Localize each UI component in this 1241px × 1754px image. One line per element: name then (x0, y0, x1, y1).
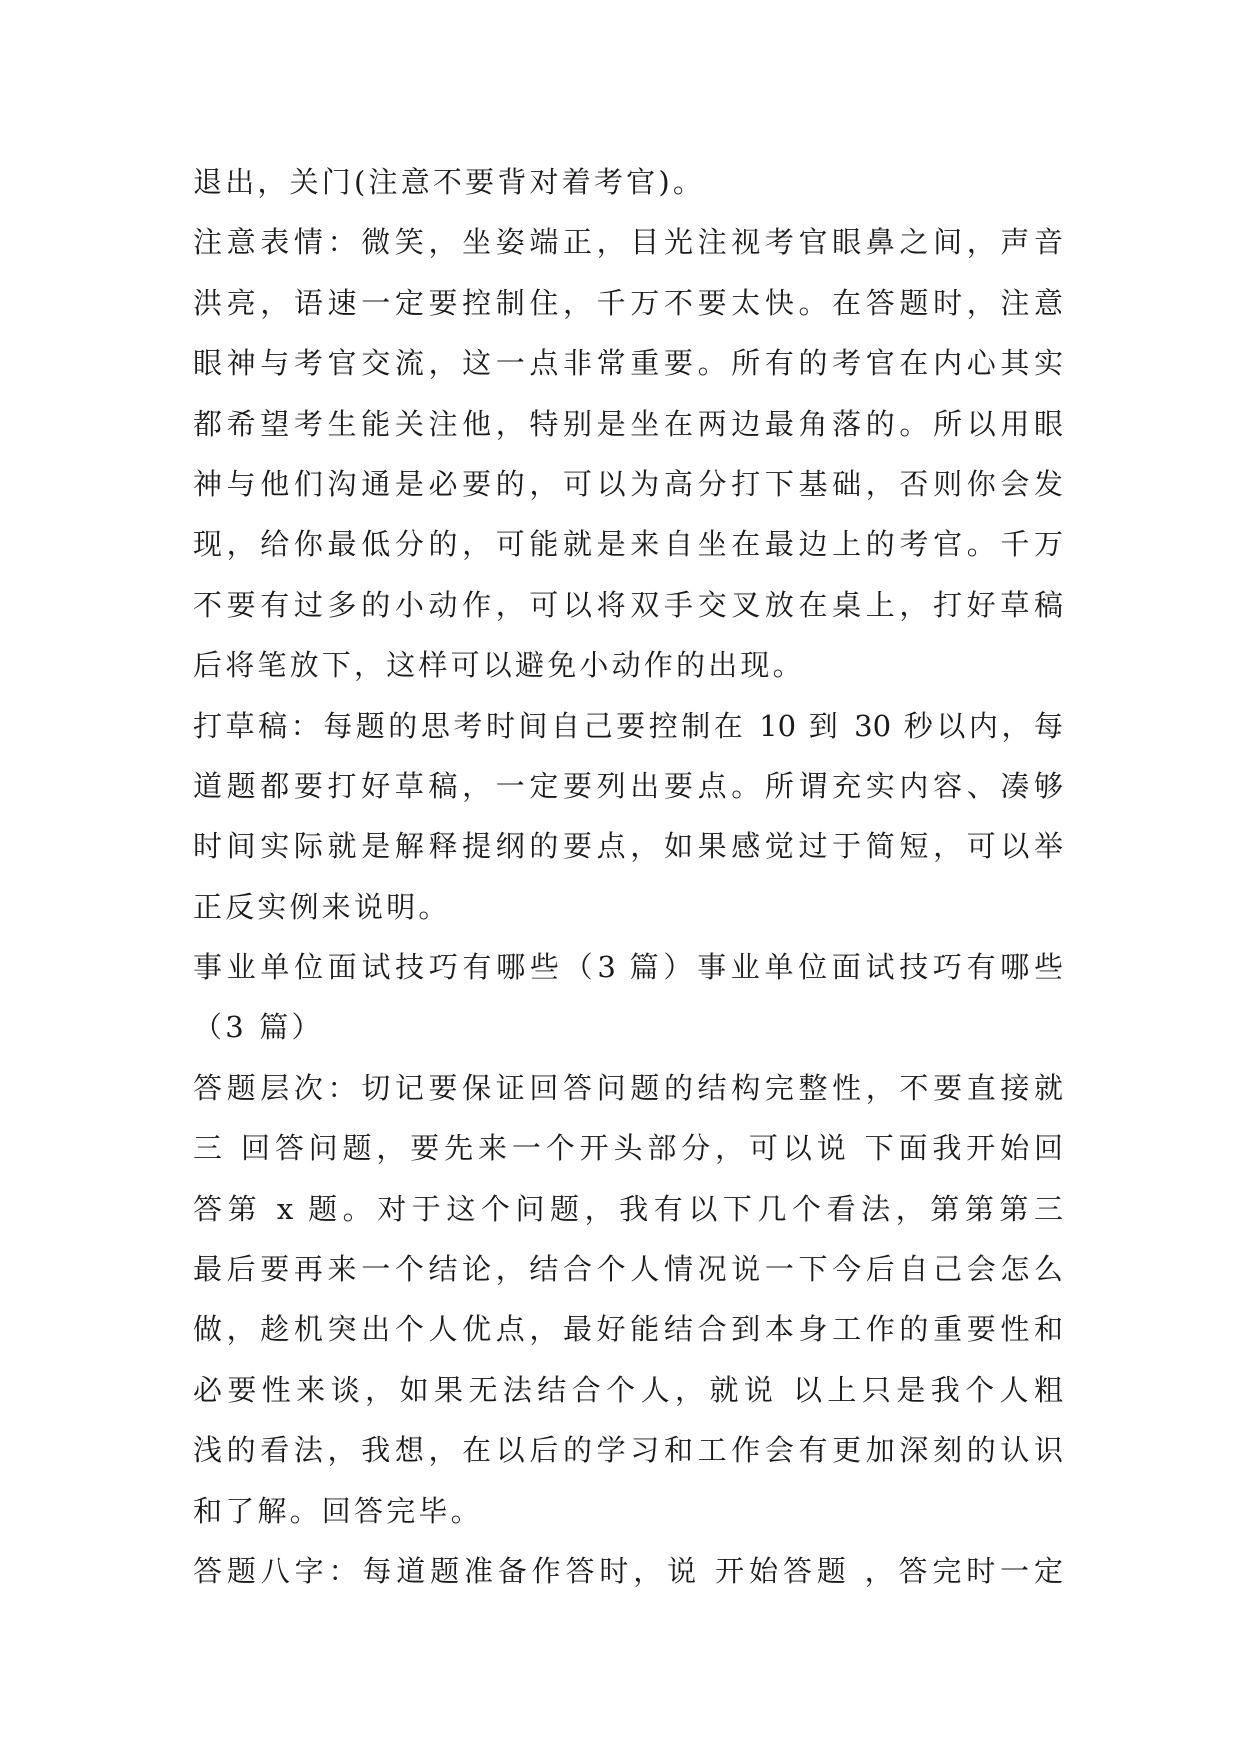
text-line: 都希望考生能关注他，特别是坐在两边最角落的。所以用眼 (193, 406, 1063, 441)
text-line: 做，趁机突出个人优点，最好能结合到本身工作的重要性和 (193, 1312, 1063, 1347)
text-line: 时间实际就是解释提纲的要点，如果感觉过于简短，可以举 (193, 829, 1063, 864)
text-line: 答题八字：每道题准备作答时，说 开始答题 ，答完时一定 (193, 1553, 1063, 1588)
text-line: 最后要再来一个结论，结合个人情况说一下今后自己会怎么 (193, 1252, 1063, 1287)
text-line: 浅的看法，我想，在以后的学习和工作会有更加深刻的认识 (193, 1433, 1063, 1468)
text-line: 注意表情：微笑，坐姿端正，目光注视考官眼鼻之间，声音 (193, 225, 1063, 260)
text-line: 洪亮，语速一定要控制住，千万不要太快。在答题时，注意 (193, 285, 1063, 320)
text-line: 答题层次：切记要保证回答问题的结构完整性，不要直接就 (193, 1070, 1063, 1105)
document-body (193, 152, 1063, 1601)
text-line: 退出，关门(注意不要背对着考官)。 (193, 165, 706, 199)
text-line: （3 篇） (193, 1010, 324, 1045)
text-line: 和了解。回答完毕。 (193, 1493, 483, 1528)
text-line: 正反实例来说明。 (193, 889, 451, 924)
text-line: 道题都要打好草稿，一定要列出要点。所谓充实内容、凑够 (193, 768, 1063, 803)
text-line: 神与他们沟通是必要的，可以为高分打下基础，否则你会发 (193, 466, 1063, 501)
text-line: 三 回答问题，要先来一个开头部分，可以说 下面我开始回 (193, 1131, 1063, 1166)
text-line: 打草稿：每题的思考时间自己要控制在 10 到 30 秒以内，每 (193, 708, 1063, 743)
text-line: 眼神与考官交流，这一点非常重要。所有的考官在内心其实 (193, 346, 1063, 381)
text-line: 事业单位面试技巧有哪些（3 篇）事业单位面试技巧有哪些 (193, 950, 1063, 985)
text-line: 答第 x 题。对于这个问题，我有以下几个看法，第第第三 (193, 1191, 1063, 1226)
text-line: 后将笔放下，这样可以避免小动作的出现。 (193, 648, 805, 683)
text-line: 不要有过多的小动作，可以将双手交叉放在桌上，打好草稿 (193, 587, 1063, 622)
text-line: 必要性来谈，如果无法结合个人，就说 以上只是我个人粗 (193, 1372, 1063, 1407)
text-line: 现，给你最低分的，可能就是来自坐在最边上的考官。千万 (193, 527, 1063, 562)
